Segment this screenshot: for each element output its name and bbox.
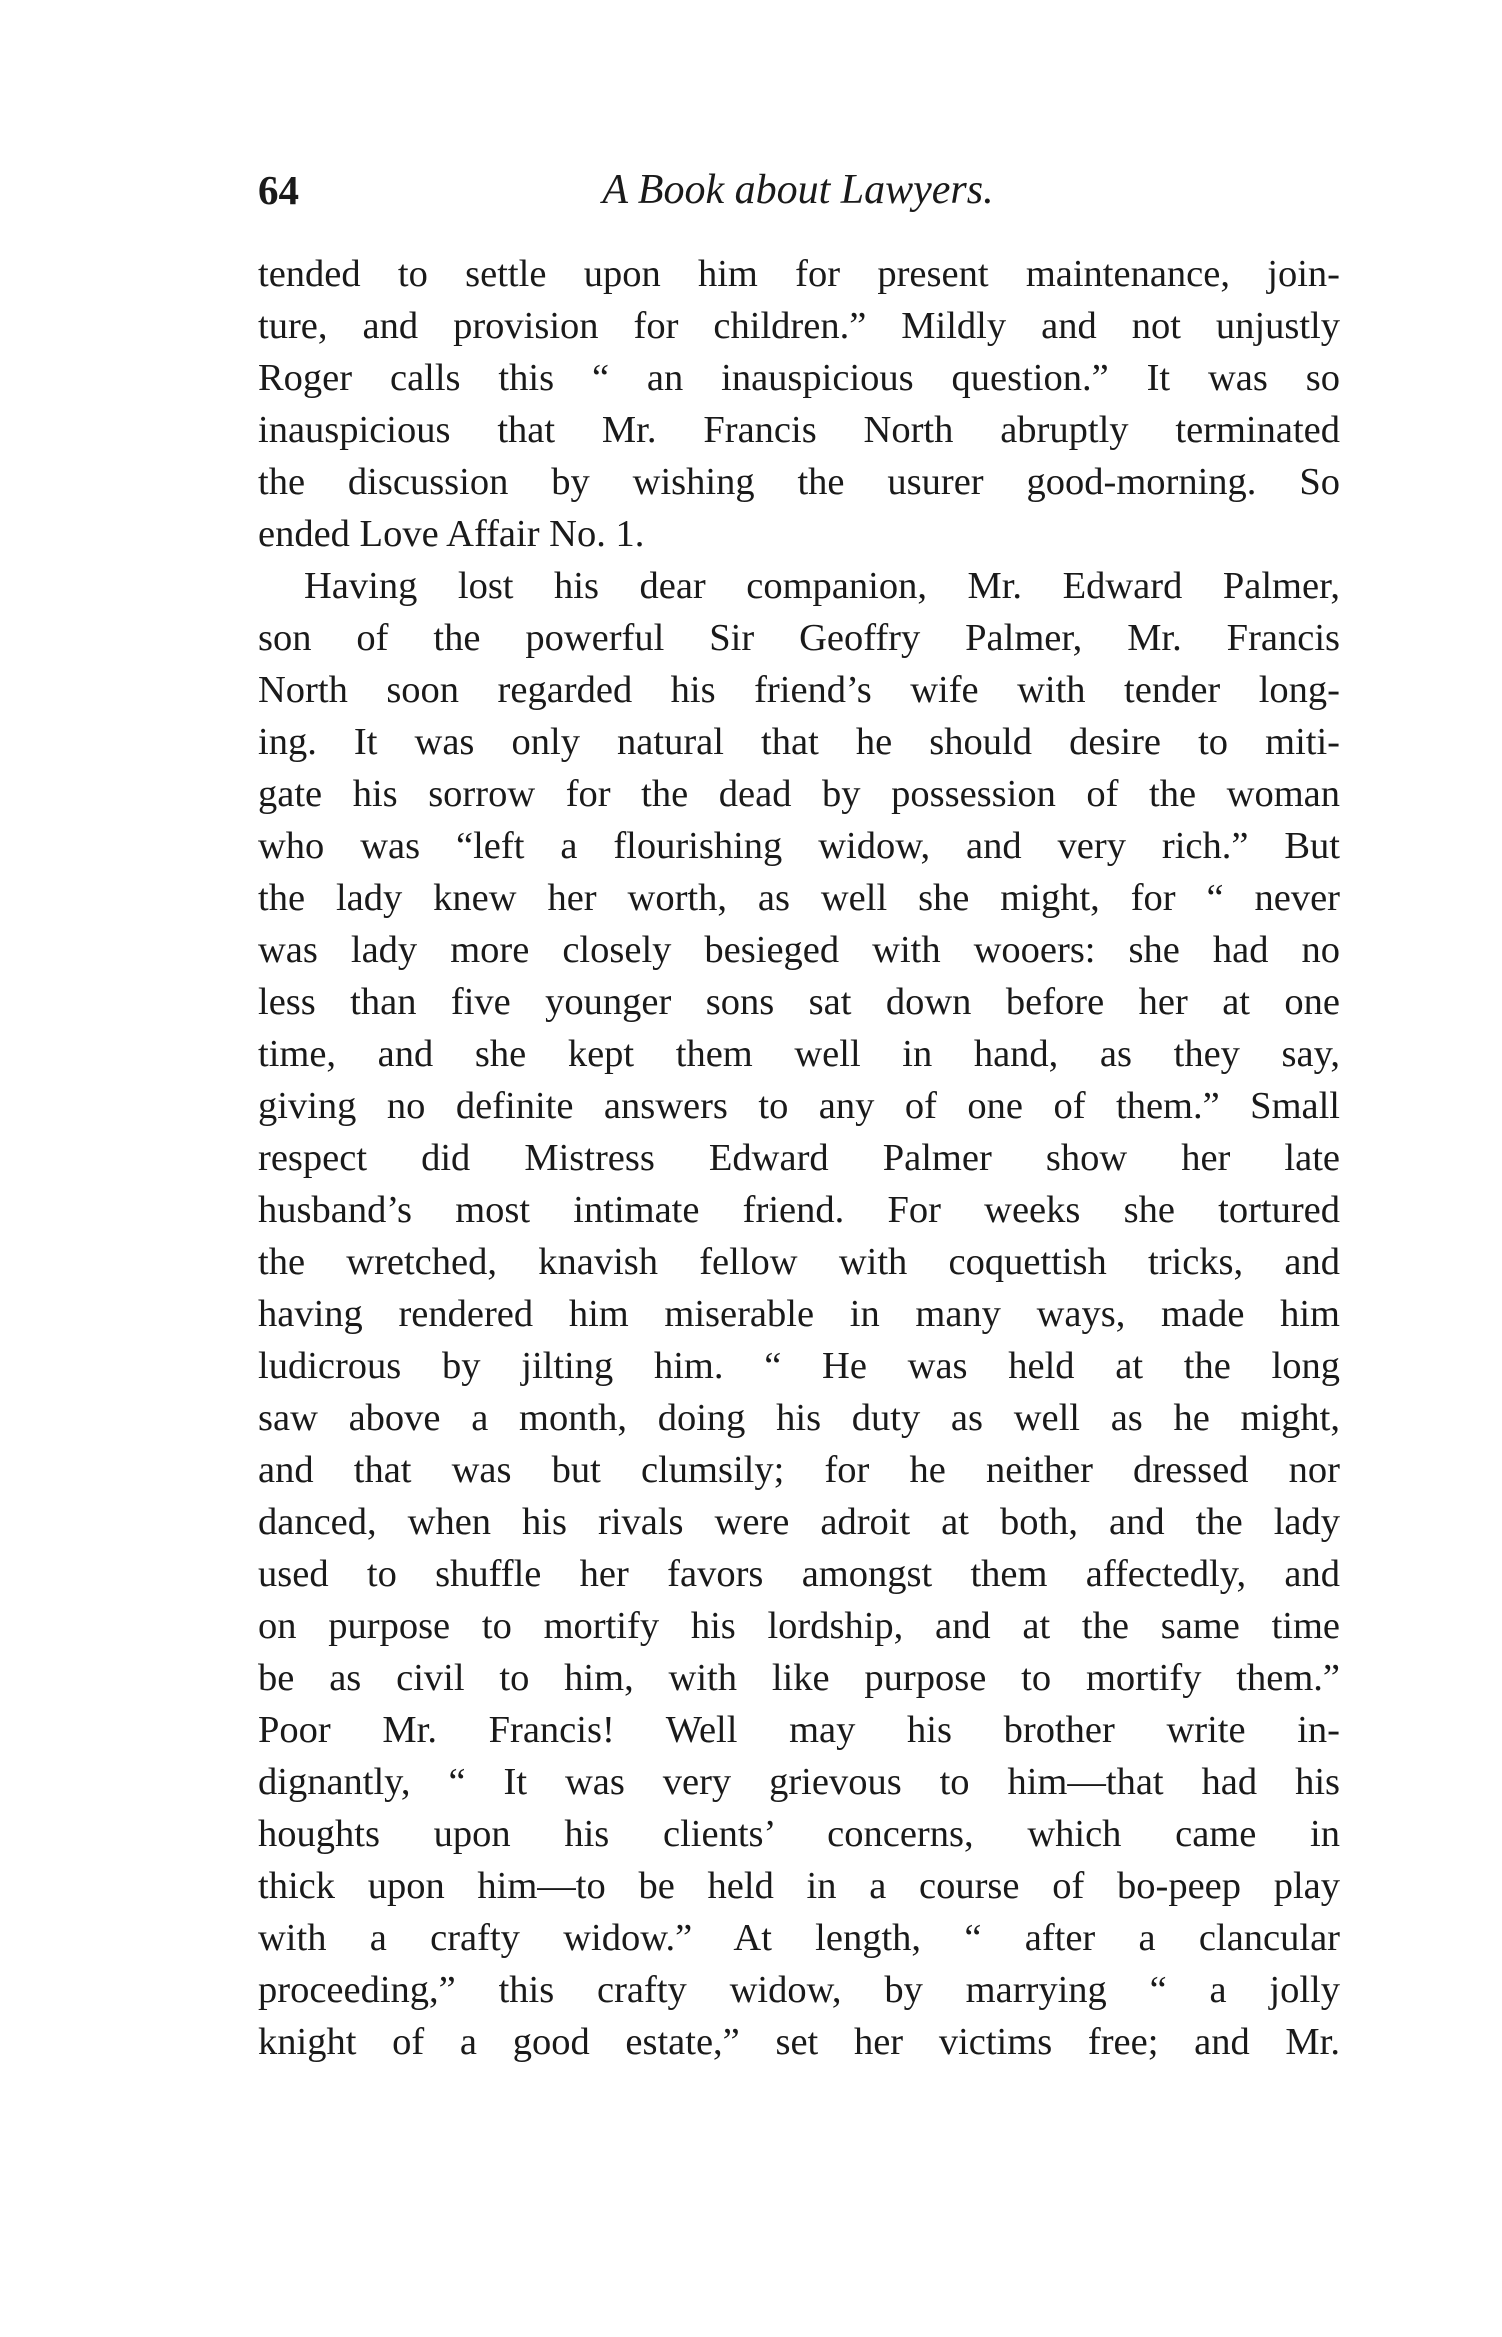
text-line: respect did Mistress Edward Palmer show her late [258,1137,1340,1179]
text-line: thick upon him—to be held in a course of bo-peep play [258,1865,1340,1907]
text-line: Having lost his dear companion, Mr. Edward Palmer, [304,565,1340,607]
text-line: time, and she kept them well in hand, as they say, [258,1033,1340,1075]
text-line: the wretched, knavish fellow with coquettish tricks, and [258,1241,1340,1283]
text-line: gate his sorrow for the dead by possession of the woman [258,773,1340,815]
text-line: less than five younger sons sat down before her at one [258,981,1340,1023]
text-line: with a crafty widow.” At length, “ after a clancular [258,1917,1340,1959]
text-line: tended to settle upon him for present maintenance, join- [258,253,1340,295]
text-line: North soon regarded his friend’s wife with tender long- [258,669,1340,711]
text-line: used to shuffle her favors amongst them affectedly, and [258,1553,1340,1595]
text-line: dignantly, “ It was very grievous to him—that had his [258,1761,1340,1803]
body-text [258,248,1340,2068]
text-line: and that was but clumsily; for he neither dressed nor [258,1449,1340,1491]
text-line: ended Love Affair No. 1. [258,513,645,555]
page-header [258,160,1338,220]
text-line: proceeding,” this crafty widow, by marrying “ a jolly [258,1969,1340,2011]
text-line: danced, when his rivals were adroit at both, and the lady [258,1501,1340,1543]
text-line: knight of a good estate,” set her victims free; and Mr. [258,2021,1340,2063]
text-line: saw above a month, doing his duty as well as he might, [258,1397,1340,1439]
text-line: son of the powerful Sir Geoffry Palmer, Mr. Francis [258,617,1340,659]
text-line: ludicrous by jilting him. “ He was held at the long [258,1345,1340,1387]
running-title: A Book about Lawyers. [602,167,994,213]
text-line: husband’s most intimate friend. For weeks she tortured [258,1189,1340,1231]
text-line: on purpose to mortify his lordship, and at the same time [258,1605,1340,1647]
text-line: having rendered him miserable in many ways, made him [258,1293,1340,1335]
text-line: the discussion by wishing the usurer good-morning. So [258,461,1340,503]
text-line: be as civil to him, with like purpose to mortify them.” [258,1657,1340,1699]
text-line: inauspicious that Mr. Francis North abruptly terminated [258,409,1340,451]
page-number: 64 [258,167,299,213]
text-line: the lady knew her worth, as well she might, for “ never [258,877,1340,919]
text-line: ture, and provision for children.” Mildly and not unjustly [258,305,1340,347]
text-line: was lady more closely besieged with wooers: she had no [258,929,1340,971]
text-line: Roger calls this “ an inauspicious question.” It was so [258,357,1340,399]
text-line: ing. It was only natural that he should desire to miti- [258,721,1340,763]
text-line: houghts upon his clients’ concerns, which came in [258,1813,1340,1855]
text-line: giving no definite answers to any of one of them.” Small [258,1085,1340,1127]
text-line: Poor Mr. Francis! Well may his brother write in- [258,1709,1340,1751]
text-line: who was “left a flourishing widow, and very rich.” But [258,825,1340,867]
